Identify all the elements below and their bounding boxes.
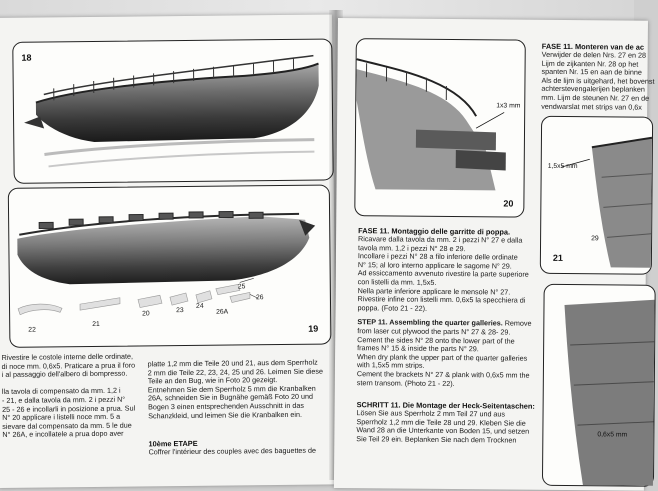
dutch-column xyxy=(541,51,655,112)
text-line: Schanzkleid, und leimen Sie die Kranbalken ein. xyxy=(148,409,303,420)
text-line: 25 - 26 e incollarli in posizione a prua. Sul xyxy=(2,403,136,414)
text-line: Rivestire le costole interne delle ordinate, xyxy=(1,351,134,362)
part-label-23: 23 xyxy=(176,307,184,315)
text-line: poppa. (Foto 21 - 22). xyxy=(357,302,428,313)
text-line: Wand 28 an die Unterkante von Boden 15, und setzen xyxy=(356,425,530,436)
figure-18 xyxy=(12,38,333,183)
part-label-26a: 26A xyxy=(216,308,229,316)
text-line: vendwarslat met strips van 0,6x xyxy=(541,101,642,112)
text-line: Rivestire infine con listelli mm. 0,6x5 la specchiera di xyxy=(357,294,526,305)
text-line: achterstevengalerijen beplanken xyxy=(541,84,645,95)
text-line: lla tavola di compensato da mm. 1,2 i xyxy=(1,386,121,397)
stern-photo-21 xyxy=(541,117,652,274)
etape-line: Coffrer l'intérieur des couples avec des baguettes de xyxy=(148,445,317,457)
step-header: STEP 11. Assembling the quarter galleries. xyxy=(357,317,503,328)
figure-22 xyxy=(542,284,656,487)
text-line: di noce mm. 0,6x5. Praticare a prua il foro xyxy=(1,360,136,371)
hull-photo-18 xyxy=(13,39,332,182)
text-line: N° 26A, e incollatele a prua dopo aver xyxy=(2,429,124,440)
text-line: Lijm de zijkanten Nr. 28 op het xyxy=(541,58,639,69)
part-label-25: 25 xyxy=(237,283,246,291)
etape-header: 10ème ETAPE xyxy=(148,438,198,449)
text-line: Sie Teil 29 ein. Beplanken Sie nach dem Trocknen xyxy=(356,433,517,445)
callout-1-5x5mm: 1,5x5 mm xyxy=(547,162,578,171)
text-line: with 1,5x5 mm strips. xyxy=(356,360,425,371)
stern-photo-20 xyxy=(355,39,525,216)
figure-19-number: 19 xyxy=(308,323,319,334)
text-line: Cement the brackets N° 27 & plank with 0,6x5 mm the xyxy=(356,369,530,380)
middle-column-german xyxy=(148,359,324,421)
part-label-26: 26 xyxy=(255,294,264,302)
fase-header: FASE 11. Montaggio delle garritte di poppa. xyxy=(358,226,511,237)
english-column xyxy=(357,327,530,389)
text-line: platte 1,2 mm die Teile 20 und 21, aus dem Sperrholz xyxy=(147,357,318,369)
figure-21-number: 21 xyxy=(552,252,563,263)
figure-21 xyxy=(540,116,653,275)
text-line: con listelli da mm. 1,5x5. xyxy=(357,277,437,287)
part-label-24: 24 xyxy=(195,302,204,310)
text-line: stern transom. (Photo 21 - 22). xyxy=(356,377,455,388)
part-label-20: 20 xyxy=(142,310,150,318)
german-column xyxy=(356,409,529,445)
text-line: frames N° 15 & inside the parts N° 29. xyxy=(357,343,479,354)
text-line: spanten Nr. 15 en aan de binne xyxy=(541,66,642,77)
right-page xyxy=(334,18,655,491)
schritt-header: SCHRITT 11. Die Montage der Heck-Seitentaschen: xyxy=(356,400,535,411)
text-line: Bogen 3 einen entsprechenden Ausschnitt in das xyxy=(148,400,304,412)
text-line: - 21, e dalla tavola da mm. 2 i pezzi N° xyxy=(1,394,126,405)
callout-0-6x5mm: 0,6x5 mm xyxy=(597,431,628,439)
step-header-rest: Remove xyxy=(502,318,532,328)
text-line: Incollare i pezzi N° 28 a filo inferiore delle ordinate xyxy=(357,251,518,262)
italian-column xyxy=(357,235,529,314)
callout-1x3mm: 1x3 mm xyxy=(496,102,521,110)
text-line: sievare dal compensato da mm. 5 le due xyxy=(2,420,132,431)
text-line: Als de lijm is uitgehard, het bovenst xyxy=(541,75,655,86)
text-line: mm. Lijm de steunen Nr. 27 en de xyxy=(541,92,650,103)
text-line: Teile an den Bug, wie in Foto 20 gezeigt. xyxy=(147,375,278,386)
dutch-header: FASE 11. Monteren van de ac xyxy=(541,41,645,52)
part-label-29: 29 xyxy=(591,235,599,243)
text-line: Ad essiccamento avvenuto rivestire la parte superiore xyxy=(357,268,529,280)
text-line: Entnehmen Sie dem Sperrholz 5 mm die Kranbalken xyxy=(147,383,316,395)
figure-18-number: 18 xyxy=(21,52,32,63)
text-line: 2 mm die Teile 22, 23, 24, 25 und 26. Leimen Sie diese xyxy=(147,366,324,378)
text-line: When dry plank the upper part of the quarter galleries xyxy=(357,351,528,363)
text-line: tavola mm. 1,2 i pezzi N° 28 e 29. xyxy=(357,242,466,253)
text-line: Cement the sides N° 28 onto the lower part of the xyxy=(357,334,515,346)
figure-19 xyxy=(8,184,332,347)
part-label-21: 21 xyxy=(92,320,100,328)
text-line: Lösen Sie aus Sperrholz 2 mm Teil 27 und aus xyxy=(356,408,506,419)
text-line: N° 15; al loro interno applicare le sagome N° 29. xyxy=(357,259,512,271)
hull-photo-19 xyxy=(9,186,331,347)
text-line: Nella parte inferiore applicare le mensole N° 27. xyxy=(357,285,511,297)
text-line: 26A, schneiden Sie in Bugnähe gemäß Foto 20 und xyxy=(147,392,314,403)
text-line: i al passaggio dell'albero di bompresso. xyxy=(1,368,128,380)
text-line: Verwijder de delen Nrs. 27 en 28 xyxy=(541,49,647,60)
text-line: Ricavare dalla tavola da mm. 2 i pezzi N° 27 e dalla xyxy=(358,234,523,245)
left-column-italian xyxy=(2,353,136,440)
text-line: N° 20 applicare i listelli noce mm. 5 a xyxy=(2,411,121,423)
figure-20-number: 20 xyxy=(503,198,514,209)
part-label-22: 22 xyxy=(28,326,36,334)
figure-20 xyxy=(354,38,526,217)
text-line: from laser cut plywood the parts N° 27 & 28- 29. xyxy=(357,326,511,337)
left-page xyxy=(0,14,337,488)
stern-photo-22 xyxy=(543,285,655,486)
text-line: Sperrholz 1,2 mm die Teile 28 und 29. Kleben Sie die xyxy=(356,416,526,428)
